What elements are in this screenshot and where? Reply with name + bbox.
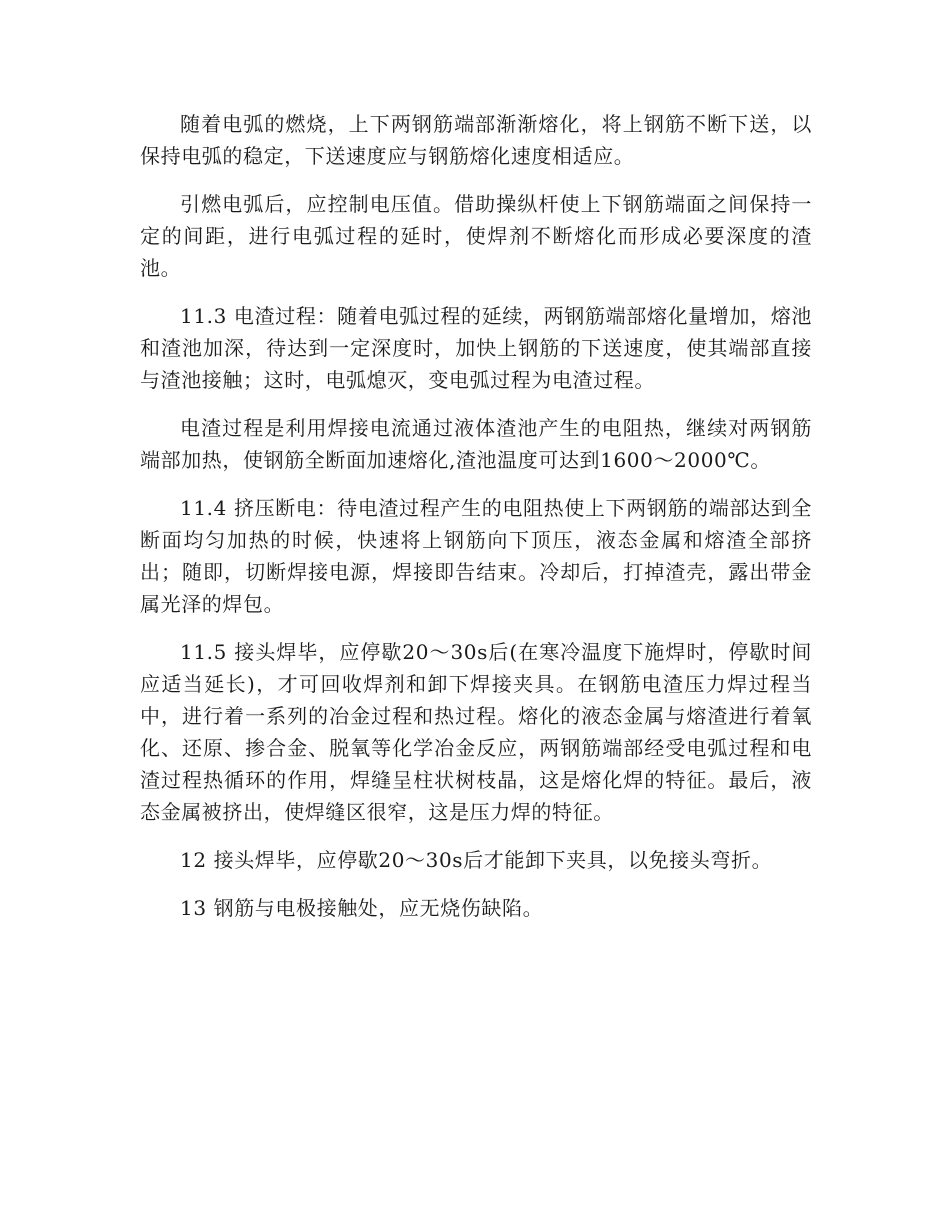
document-body	[140, 108, 812, 940]
paragraph-arc-burning: 随着电弧的燃烧，上下两钢筋端部渐渐熔化，将上钢筋不断下送，以保持电弧的稳定，下送速度应与钢筋熔化速度相适应。	[140, 112, 812, 168]
paragraph-12-joint-pause: 12 接头焊毕，应停歇20～30s后才能卸下夹具，以免接头弯折。	[180, 848, 773, 872]
paragraph-13-electrode-contact: 13 钢筋与电极接触处，应无烧伤缺陷。	[180, 896, 544, 920]
paragraph-11-4-upset: 11.4 挤压断电：待电渣过程产生的电阻热使上下两钢筋的端部达到全断面均匀加热的时候，快速将上钢筋向下顶压，液态金属和熔渣全部挤出；随即，切断焊接电源，焊接即告结束。冷却后，打掉渣壳，露出带金属光泽的焊包。	[140, 496, 812, 616]
paragraph-11-3-electroslag: 11.3 电渣过程：随着电弧过程的延续，两钢筋端部熔化量增加，熔池和渣池加深，待达到一定深度时，加快上钢筋的下送速度，使其端部直接与渣池接触；这时，电弧熄灭，变电弧过程为电渣过程。	[140, 304, 812, 392]
paragraph-arc-ignition: 引燃电弧后，应控制电压值。借助操纵杆使上下钢筋端面之间保持一定的间距，进行电弧过程的延时，使焊剂不断熔化而形成必要深度的渣池。	[140, 192, 812, 280]
paragraph-11-5-joint-finish: 11.5 接头焊毕，应停歇20～30s后(在寒冷温度下施焊时，停歇时间应适当延长)，才可回收焊剂和卸下焊接夹具。在钢筋电渣压力焊过程当中，进行着一系列的冶金过程和热过程。熔化的液态金属与熔渣进行着氧化、还原、掺合金、脱氧等化学冶金反应，两钢筋端部经受电弧过程和电渣过程热循环的作用，焊缝呈柱状树枝晶，这是熔化焊的特征。最后，液态金属被挤出，使焊缝区很窄，这是压力焊的特征。	[140, 640, 812, 824]
paragraph-electroslag-heating: 电渣过程是利用焊接电流通过液体渣池产生的电阻热，继续对两钢筋端部加热，使钢筋全断面加速熔化,渣池温度可达到1600～2000℃。	[140, 416, 812, 472]
